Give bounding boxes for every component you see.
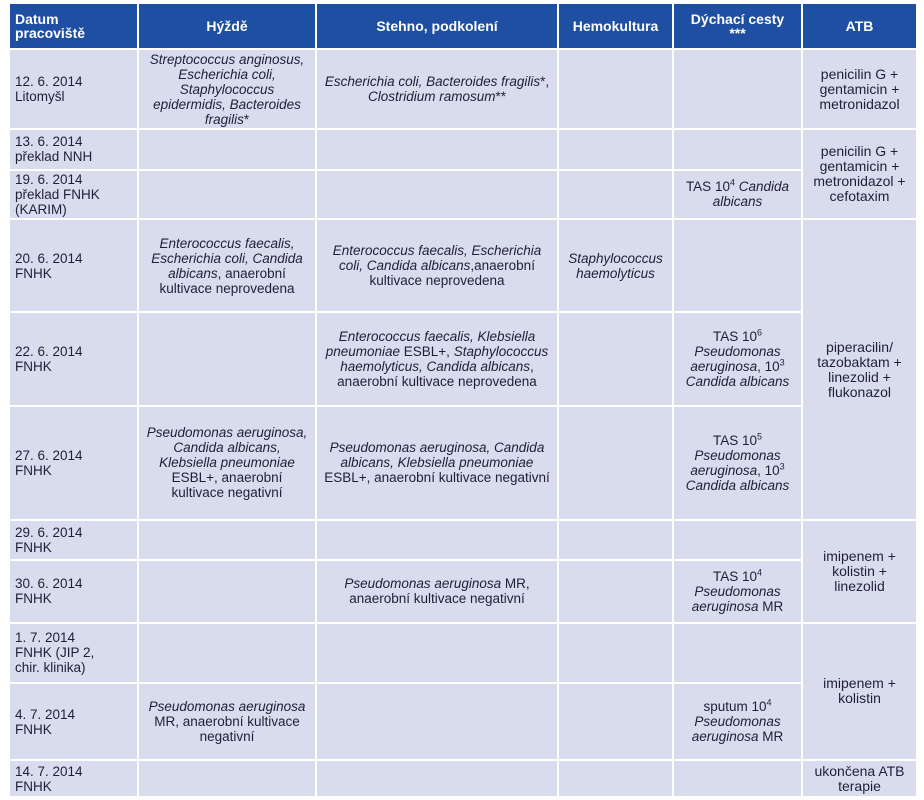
cell-date <box>9 129 138 170</box>
cell-stehno <box>316 170 558 220</box>
organism-name: Pseudomonas aeruginosa <box>691 714 781 745</box>
cell-hyzde <box>138 623 316 684</box>
exponent: 3 <box>779 461 785 472</box>
cell-hemokultura <box>558 219 673 312</box>
organism-name: Candida albicans <box>712 179 790 210</box>
cell-hyzde <box>138 406 316 521</box>
cell-dychaci-cesty <box>673 129 802 170</box>
cell-hyzde <box>138 312 316 405</box>
cell-dychaci-cesty <box>673 219 802 312</box>
table-row <box>9 170 917 220</box>
date-line: FNHK <box>15 778 52 794</box>
cell-dychaci-cesty <box>673 49 802 129</box>
organism-name: Enterococcus faecalis, Escherichia coli, Candida albicans <box>151 235 303 281</box>
organism-name: Staphylococcus haemolyticus <box>568 250 663 281</box>
cell-text: TAS 10 <box>712 568 757 584</box>
cell-hemokultura <box>558 406 673 521</box>
cell-stehno <box>316 49 558 129</box>
cell-text: ESBL+, anaerobní kultivace negativní <box>171 470 283 501</box>
cell-date <box>9 760 138 797</box>
cell-date <box>9 49 138 129</box>
date-line: chir. klinika) <box>15 660 86 676</box>
table-row <box>9 49 917 129</box>
date-line: 4. 7. 2014 <box>15 706 76 722</box>
cell-dychaci-cesty <box>673 623 802 684</box>
cell-hyzde <box>138 520 316 560</box>
organism-name: Pseudomonas aeruginosa <box>148 699 306 715</box>
date-line: 12. 6. 2014 <box>15 74 83 90</box>
exponent: 6 <box>757 327 763 338</box>
table-row <box>9 406 917 521</box>
cell-hemokultura <box>558 129 673 170</box>
date-line: FNHK <box>15 539 52 555</box>
table-row <box>9 312 917 405</box>
cell-stehno <box>316 520 558 560</box>
header-hemokultura: Hemokultura <box>558 3 673 49</box>
organism-name: Enterococcus faecalis, Klebsiella pneumoniae <box>325 329 536 360</box>
cell-stehno <box>316 312 558 405</box>
cell-text: TAS 10 <box>685 179 730 195</box>
cell-stehno <box>316 219 558 312</box>
table-row <box>9 219 917 312</box>
cell-date <box>9 520 138 560</box>
cell-date <box>9 219 138 312</box>
organism-name: Pseudomonas aeruginosa <box>690 447 781 478</box>
cell-text: *, <box>540 74 550 90</box>
date-line: FNHK <box>15 721 52 737</box>
exponent: 5 <box>757 431 763 442</box>
cell-text: TAS 10 <box>712 432 757 448</box>
organism-name: Pseudomonas aeruginosa <box>690 344 781 375</box>
cell-hyzde <box>138 219 316 312</box>
organism-name: Escherichia coli, Bacteroides fragilis <box>324 74 541 90</box>
cell-hyzde <box>138 683 316 760</box>
cell-date <box>9 560 138 623</box>
date-line: 27. 6. 2014 <box>15 447 83 463</box>
table-row <box>9 623 917 684</box>
table-row <box>9 560 917 623</box>
cell-atb: penicilin G + gentamicin + metronidazol <box>802 49 917 129</box>
cell-stehno <box>316 683 558 760</box>
header-dychaci-cesty: Dýchací cesty *** <box>673 3 802 49</box>
cell-stehno <box>316 560 558 623</box>
date-line: 13. 6. 2014 <box>15 134 83 150</box>
date-line: FNHK <box>15 359 52 375</box>
cell-dychaci-cesty <box>673 312 802 405</box>
cell-text: sputum 10 <box>703 699 767 715</box>
cell-stehno <box>316 406 558 521</box>
organism-name: Streptococcus anginosus, Escherichia coli, Staphylococcus epidermidis, Bacteroides fragilis <box>149 51 305 127</box>
cell-hemokultura <box>558 520 673 560</box>
cell-hemokultura <box>558 170 673 220</box>
date-line: 19. 6. 2014 <box>15 171 83 187</box>
cell-atb: penicilin G + gentamicin + metronidazol + cefotaxim <box>802 129 917 219</box>
date-line: 1. 7. 2014 <box>15 630 76 646</box>
cell-date <box>9 406 138 521</box>
organism-name: Clostridium ramosum <box>367 89 496 105</box>
cell-hyzde <box>138 129 316 170</box>
date-line: překlad NNH <box>15 149 93 165</box>
cell-stehno <box>316 760 558 797</box>
date-line: překlad FNHK <box>15 186 100 202</box>
cell-stehno <box>316 129 558 170</box>
cell-date <box>9 312 138 405</box>
cell-atb: ukončena ATB terapie <box>802 760 917 797</box>
header-hyzde: Hýždě <box>138 3 316 49</box>
organism-name: Candida albicans <box>685 374 790 390</box>
cell-atb: piperacilin/ tazobaktam + linezolid + flukonazol <box>802 219 917 520</box>
cell-text: * <box>243 111 250 127</box>
date-line: 30. 6. 2014 <box>15 576 83 592</box>
date-line: FNHK (JIP 2, <box>15 645 95 661</box>
cell-hemokultura <box>558 560 673 623</box>
exponent: 4 <box>757 567 763 578</box>
cell-dychaci-cesty <box>673 170 802 220</box>
organism-name: Candida albicans <box>685 477 790 493</box>
cell-dychaci-cesty <box>673 760 802 797</box>
header-date: Datum pracoviště <box>9 3 138 49</box>
cell-atb: imipenem + kolistin + linezolid <box>802 520 917 622</box>
date-line: FNHK <box>15 462 52 478</box>
cell-date <box>9 623 138 684</box>
cell-dychaci-cesty <box>673 520 802 560</box>
table-row <box>9 760 917 797</box>
cell-text: TAS 10 <box>712 329 757 345</box>
organism-name: Enterococcus faecalis, Escherichia coli, Candida albicans <box>332 243 542 274</box>
organism-name: Pseudomonas aeruginosa, Candida albicans, Klebsiella pneumoniae <box>329 440 545 471</box>
organism-name: Pseudomonas aeruginosa, Candida albicans, Klebsiella pneumoniae <box>146 425 308 471</box>
exponent: 4 <box>766 697 772 708</box>
cell-text: , 10 <box>757 359 780 375</box>
organism-name: Pseudomonas aeruginosa <box>691 583 781 614</box>
exponent: 3 <box>779 357 785 368</box>
header-atb: ATB <box>802 3 917 49</box>
date-line: 14. 7. 2014 <box>15 763 83 779</box>
cell-text: MR, anaerobní kultivace negativní <box>349 576 530 607</box>
date-line: FNHK <box>15 265 52 281</box>
microbiology-table <box>8 2 918 798</box>
table-row <box>9 520 917 560</box>
cell-text: MR <box>758 598 784 614</box>
date-line: 22. 6. 2014 <box>15 344 83 360</box>
cell-text: ** <box>495 89 507 105</box>
cell-hemokultura <box>558 760 673 797</box>
organism-name: Staphylococcus haemolyticus, Candida albicans <box>340 344 549 375</box>
cell-dychaci-cesty <box>673 683 802 760</box>
cell-text: ESBL+, <box>400 344 454 360</box>
cell-text: ESBL+, anaerobní kultivace negativní <box>324 470 550 486</box>
cell-hyzde <box>138 560 316 623</box>
cell-date <box>9 170 138 220</box>
cell-date <box>9 683 138 760</box>
cell-text: MR <box>758 729 784 745</box>
date-line: (KARIM) <box>15 201 67 217</box>
header-row <box>9 3 917 49</box>
header-stehno: Stehno, podkolení <box>316 3 558 49</box>
date-line: FNHK <box>15 591 52 607</box>
cell-hyzde <box>138 49 316 129</box>
date-line: 20. 6. 2014 <box>15 250 83 266</box>
table-row <box>9 129 917 170</box>
cell-stehno <box>316 623 558 684</box>
cell-hyzde <box>138 170 316 220</box>
date-line: 29. 6. 2014 <box>15 524 83 540</box>
table-row <box>9 683 917 760</box>
cell-text: , anaerobní kultivace neprovedena <box>159 265 295 296</box>
exponent: 4 <box>729 177 735 188</box>
cell-hemokultura <box>558 683 673 760</box>
cell-text: , 10 <box>757 462 780 478</box>
cell-text: ,anaerobní kultivace neprovedena <box>369 258 535 289</box>
cell-hemokultura <box>558 49 673 129</box>
cell-hemokultura <box>558 312 673 405</box>
cell-dychaci-cesty <box>673 406 802 521</box>
cell-text: , anaerobní kultivace neprovedena <box>337 359 537 390</box>
cell-hemokultura <box>558 623 673 684</box>
cell-atb: imipenem + kolistin <box>802 623 917 761</box>
date-line: Litomyšl <box>15 89 65 105</box>
cell-hyzde <box>138 760 316 797</box>
cell-text: MR, anaerobní kultivace negativní <box>154 714 300 745</box>
cell-dychaci-cesty <box>673 560 802 623</box>
organism-name: Pseudomonas aeruginosa <box>344 576 502 592</box>
